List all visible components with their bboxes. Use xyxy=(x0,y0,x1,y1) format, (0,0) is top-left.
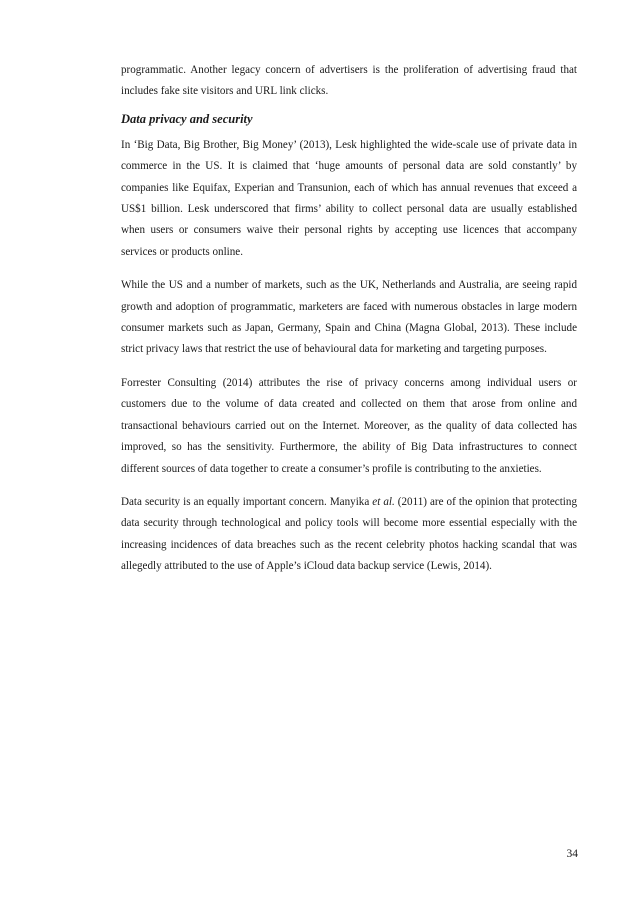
continued-paragraph: programmatic. Another legacy concern of advertisers is the proliferation of advertising fraud that includes fake site visitors and URL link clicks. xyxy=(121,64,577,98)
section-heading: Data privacy and security xyxy=(121,111,253,126)
page-number: 34 xyxy=(566,848,578,860)
page-body xyxy=(121,60,577,590)
paragraph-data-security-italic: et al. xyxy=(372,495,395,508)
paragraph-privacy-lesk: In ‘Big Data, Big Brother, Big Money’ (2013), Lesk highlighted the wide-scale use of private data in commerce in the US. It is claimed that ‘huge amounts of personal data are sold constantly’ by companies like Equifax, Experian and Transunion, each of which has annual revenues that exceed a US$1 billion. Lesk underscored that firms’ ability to collect personal data are usually established when users or consumers waive their personal rights by accepting use licences that accompany services or products online. xyxy=(121,138,577,258)
paragraph-markets: While the US and a number of markets, such as the UK, Netherlands and Australia, are seeing rapid growth and adoption of programmatic, marketers are faced with numerous obstacles in large modern consumer markets such as Japan, Germany, Spain and China (Magna Global, 2013). These include strict privacy laws that restrict the use of behavioural data for marketing and targeting purposes. xyxy=(121,279,577,356)
paragraph-data-security-text-1: Data security is an equally important concern. Manyika xyxy=(121,495,373,508)
paragraph-data-security-text-2: (2011) are of the opinion that protecting data security through technological and policy tools will become more essential especially with the increasing incidences of data breaches such as the recent celebrity photos hacking scandal that was allegedly attributed to the use of Apple’s iCloud data backup service (Lewis, 2014). xyxy=(121,495,577,573)
paragraph-forrester: Forrester Consulting (2014) attributes the rise of privacy concerns among individual users or customers due to the volume of data created and collected on them that arose from online and transactional behaviours carried out on the Internet. Moreover, as the quality of data collected has improved, so has the sensitivity. Furthermore, the ability of Big Data infrastructures to connect different sources of data together to create a consumer’s profile is contributing to the anxieties. xyxy=(121,376,577,475)
paragraph-data-security xyxy=(121,492,577,578)
